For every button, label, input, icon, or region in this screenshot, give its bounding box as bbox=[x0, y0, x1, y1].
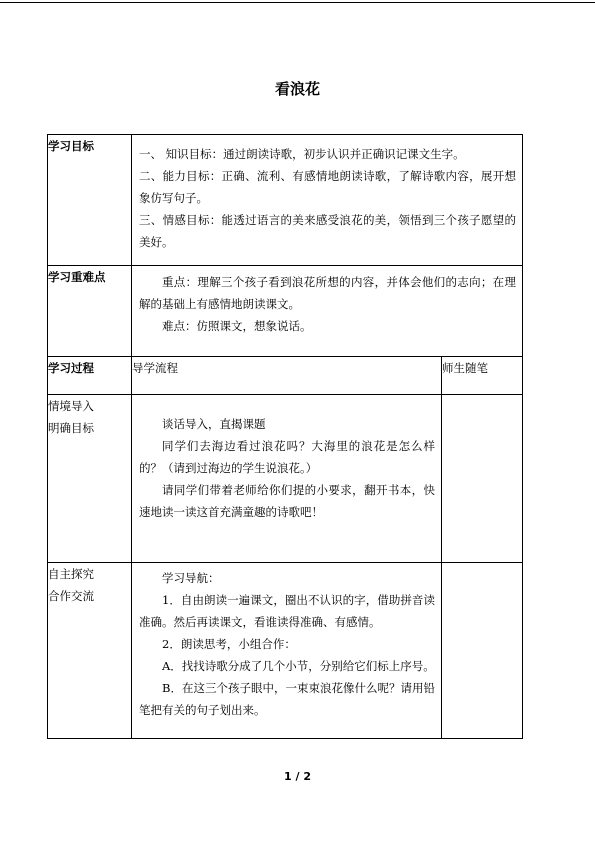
stage-line: A．找找诗歌分成了几个小节，分别给它们标上序号。 bbox=[162, 659, 435, 673]
stage-line: 请同学们带着老师给你们提的小要求，翻开书本，快速地读一读这首充满童趣的诗歌吧！ bbox=[139, 483, 435, 519]
key-point-line: 难点：仿照课文，想象说话。 bbox=[162, 319, 312, 333]
stage-line: 1．自由朗读一遍课文，圈出不认识的字，借助拼音读准确。然后再读课文，看谁读得准确、有感情。 bbox=[139, 593, 435, 629]
key-points-heading: 学习重难点 bbox=[48, 266, 132, 357]
stage-label-line: 自主探究 bbox=[48, 567, 94, 581]
key-points-content bbox=[132, 266, 523, 357]
key-point-line: 重点：理解三个孩子看到浪花所想的内容，并体会他们的志向；在理解的基础上有感情地朗读课文。 bbox=[139, 275, 516, 311]
top-rule bbox=[0, 2, 595, 3]
objectives-content bbox=[132, 135, 523, 266]
stage-content bbox=[132, 563, 442, 739]
notes-column-label: 师生随笔 bbox=[442, 357, 523, 395]
stage-line: B．在这三个孩子眼中，一束束浪花像什么呢？请用铅笔把有关的句子划出来。 bbox=[139, 681, 435, 717]
stage-label-line: 情境导入 bbox=[48, 399, 94, 413]
stage-label-line: 明确目标 bbox=[48, 421, 94, 435]
stage-label bbox=[48, 563, 132, 739]
objectives-row bbox=[48, 135, 523, 266]
objective-line: 二、能力目标：正确、流利、有感情地朗读诗歌，了解诗歌内容，展开想象仿写句子。 bbox=[139, 169, 516, 205]
page-number: 1 / 2 bbox=[284, 770, 311, 783]
stage-row bbox=[48, 563, 523, 739]
stage-row bbox=[48, 395, 523, 563]
page-title: 看浪花 bbox=[274, 80, 320, 98]
stage-line: 2．朗读思考，小组合作： bbox=[162, 637, 296, 651]
stage-notes bbox=[442, 563, 523, 739]
key-points-row bbox=[48, 266, 523, 357]
stage-line: 同学们去海边看过浪花吗？大海里的浪花是怎么样的？（请到过海边的学生说浪花。） bbox=[139, 439, 435, 475]
lesson-plan-table bbox=[47, 134, 523, 739]
process-heading: 学习过程 bbox=[48, 357, 132, 395]
flow-column-label: 导学流程 bbox=[132, 357, 442, 395]
objectives-heading: 学习目标 bbox=[48, 135, 132, 266]
stage-line: 学习导航： bbox=[162, 571, 220, 585]
objective-line: 一、 知识目标：通过朗读诗歌，初步认识并正确识记课文生字。 bbox=[139, 147, 465, 161]
process-header-row bbox=[48, 357, 523, 395]
stage-line: 谈话导入，直揭课题 bbox=[162, 417, 266, 431]
stage-content bbox=[132, 395, 442, 563]
stage-label bbox=[48, 395, 132, 563]
stage-label-line: 合作交流 bbox=[48, 589, 94, 603]
stage-notes bbox=[442, 395, 523, 563]
objective-line: 三、情感目标：能透过语言的美来感受浪花的美，领悟到三个孩子愿望的美好。 bbox=[139, 213, 516, 249]
